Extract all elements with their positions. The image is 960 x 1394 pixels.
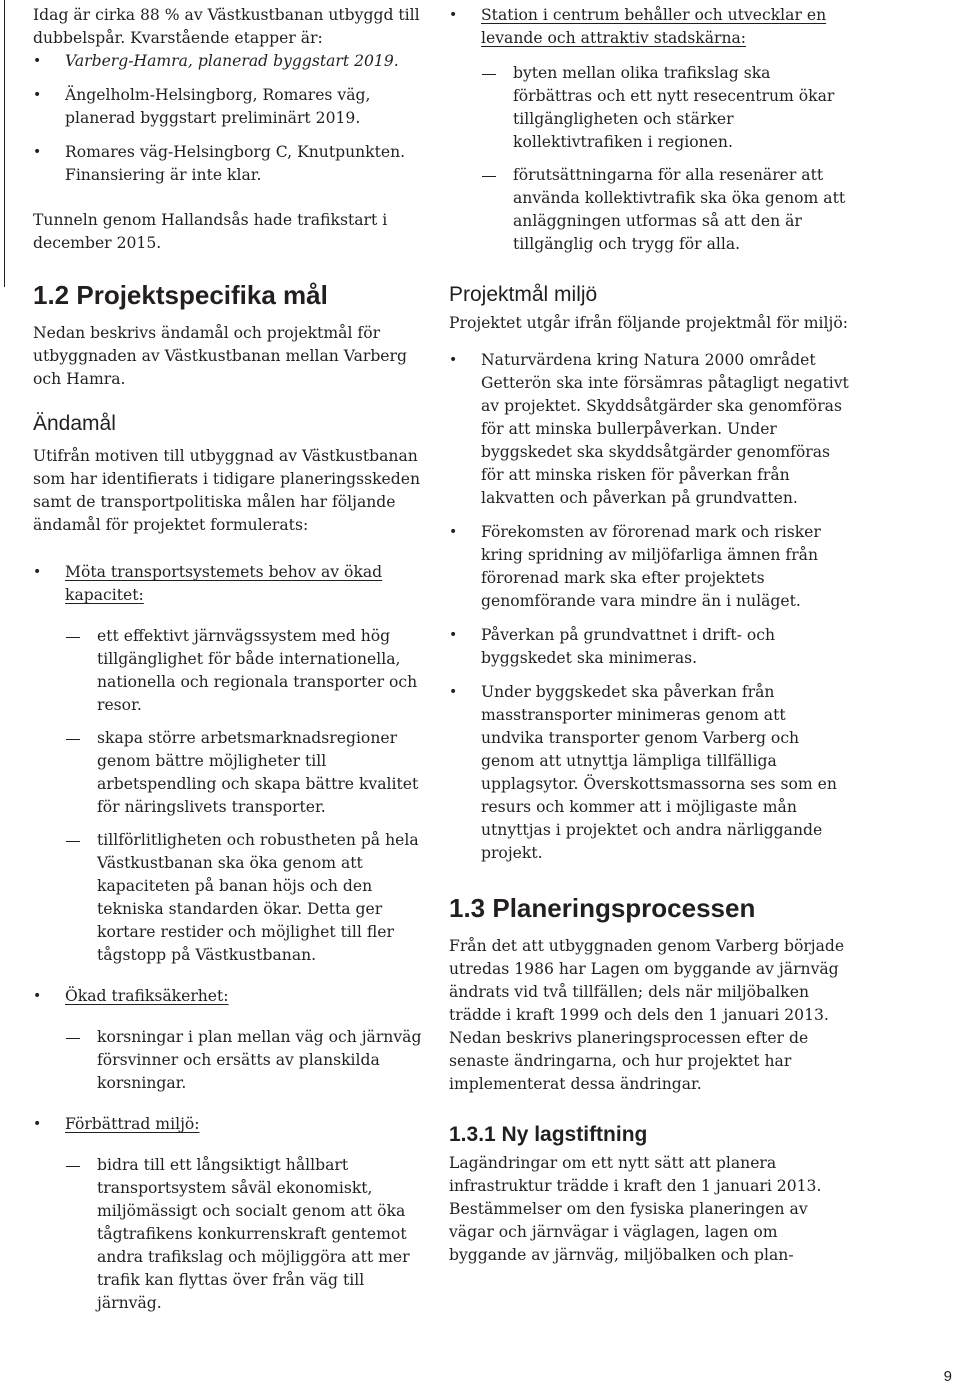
dash-list [33,1026,425,1095]
miljo-item: • Påverkan på grundvattnet i drift- och byggskedet ska minimeras. [449,624,849,670]
dash-list [33,625,425,967]
miljo-item: • Naturvärdena kring Natura 2000 området Getterön ska inte försämras påtagligt negativt av projektet. Skyddsåtgärder ska genomföras för att minska bullerpåverkan. Under byggskedet ska skyddsåtgärder genomföras för att minska risken för påverkan från lakvatten och påverkan på grundvatten. [449,349,849,510]
left-column [33,4,425,1315]
dash-item: tillförlitligheten och robustheten på hela Västkustbanan ska öka genom att kapaciteten på banan höjs och den tekniska standarden ökar. Detta ger kortare restider och möjlighet till fler tågstopp på Västkustbanan. [33,829,425,967]
planering-paragraph: Från det att utbyggnaden genom Varberg började utredas 1986 har Lagen om byggande av järnväg ändrats vid två tillfällen; dels när miljöbalken trädde i kraft 1999 och dels den 1 januari 2013. Nedan beskrivs planeringsprocessen efter de senaste ändringarna, och hur projektet har implementerat dessa ändringar. [449,937,845,1093]
group-title: Möta transportsystemets behov av ökad kapacitet: [65,563,383,604]
dash-list [33,1154,425,1315]
intro-paragraph: Idag är cirka 88 % av Västkustbanan utbyggd till dubbelspår. Kvarstående etapper är: [33,6,420,47]
section-intro: Nedan beskrivs ändamål och projektmål för utbyggnaden av Västkustbanan mellan Varberg och Hamra. [33,324,407,388]
andamal-paragraph: Utifrån motiven till utbyggnad av Västkustbanan som har identifierats i tidigare planeringsskeden samt de transportpolitiska målen har följande ändamål för projektet formulerats: [33,447,421,534]
miljo-list [449,349,849,865]
miljo-item: • Förekomsten av förorenad mark och risker kring spridning av miljöfarliga ämnen från förorenad mark ska efter projektets genomförande vara mindre än i nuläget. [449,521,849,613]
dash-item: förutsättningarna för alla resenärer att använda kollektivtrafik ska öka genom att anläggningen utformas så att den är tillgänglig och trygg för alla. [449,164,849,256]
group-title: Station i centrum behåller och utvecklar en levande och attraktiv stadskärna: [481,6,827,47]
station-list [449,4,849,256]
stage-item: • Varberg-Hamra, planerad byggstart 2019. [33,50,425,73]
page-number: 9 [943,1368,952,1385]
andamal-group-safety [33,985,425,1095]
group-title: Förbättrad miljö: [65,1115,200,1133]
miljo-intro: Projektet utgår ifrån följande projektmål för miljö: [449,314,849,332]
group-title: Ökad trafiksäkerhet: [65,987,229,1005]
station-group [449,4,849,256]
andamal-heading: Ändamål [33,412,116,435]
dash-item: korsningar i plan mellan väg och järnväg försvinner och ersätts av planskilda korsningar. [33,1026,425,1095]
stage-list [33,50,425,187]
dash-item: bidra till ett långsiktigt hållbart transportsystem såväl ekonomiskt, miljömässigt och socialt genom att öka tågtrafikens konkurrenskraft gentemot andra trafikslag och möjliggöra att mer trafik kan flyttas över från väg till järnväg. [33,1154,425,1315]
miljo-heading: Projektmål miljö [449,283,598,306]
stage-item: • Ängelholm-Helsingborg, Romares väg, planerad byggstart preliminärt 2019. [33,84,425,130]
tunnel-paragraph: Tunneln genom Hallandsås hade trafikstart i december 2015. [33,211,388,252]
miljo-item: • Under byggskedet ska påverkan från masstransporter minimeras genom att undvika transporter genom Varberg och genom att utnyttja lämpliga tillfälliga upplagsytor. Överskottsmassorna ses som en resurs och kommer att i möjligaste mån utnyttjas i projektet och andra närliggande projekt. [449,681,849,865]
margin-rule [4,0,5,287]
dash-item: ett effektivt järnvägssystem med hög tillgänglighet för både internationella, nationella och regionala transporter och resor. [33,625,425,717]
stage-item: • Romares väg-Helsingborg C, Knutpunkten. Finansiering är inte klar. [33,141,425,187]
andamal-group-environment [33,1113,425,1315]
lag-paragraph: Lagändringar om ett nytt sätt att planera infrastruktur trädde i kraft den 1 januari 2013. Bestämmelser om den fysiska planeringen av vägar och järnvägar i väglagen, lagen om byggande av järnväg, miljöbalken och plan- [449,1154,822,1264]
andamal-list [33,561,425,1315]
section-heading-1-3-1: 1.3.1 Ny lagstiftning [449,1123,648,1146]
section-heading-1-2: 1.2 Projektspecifika mål [33,280,328,310]
right-column [449,4,849,1267]
dash-item: skapa större arbetsmarknadsregioner genom bättre möjligheter till arbetspendling och skapa bättre kvalitet för näringslivets transporter. [33,727,425,819]
section-heading-1-3: 1.3 Planeringsprocessen [449,893,756,923]
andamal-group-capacity [33,561,425,967]
dash-item: byten mellan olika trafikslag ska förbättras och ett nytt resecentrum ökar tillgängligheten och stärker kollektivtrafiken i regionen. [449,62,849,154]
dash-list [449,62,849,256]
